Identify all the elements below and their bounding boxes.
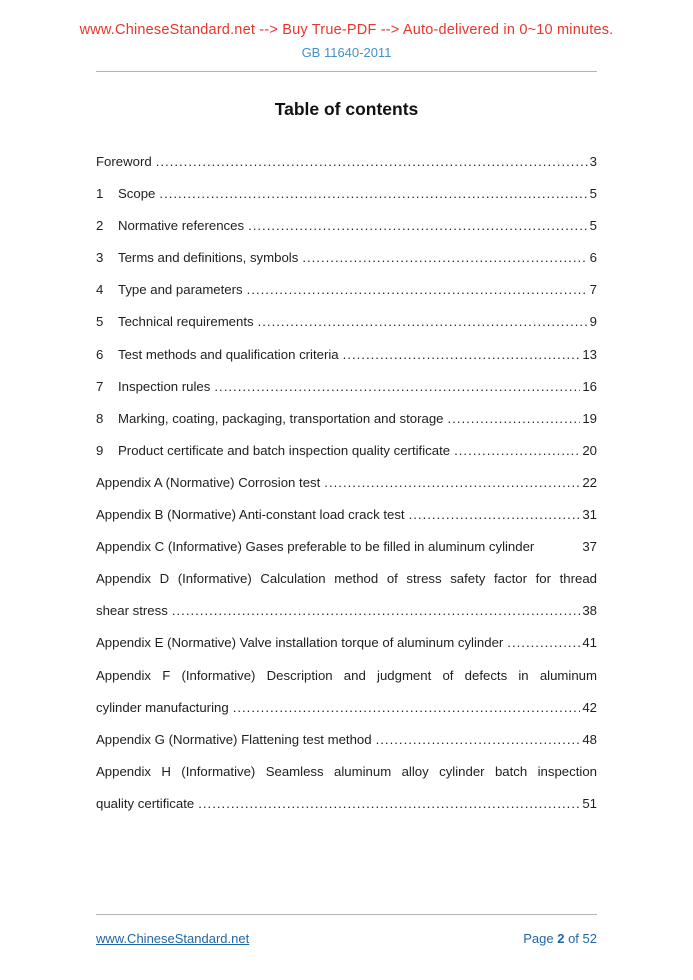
toc-entry-title: Appendix F (Informative) Description and judgment of defects in aluminum (96, 667, 597, 683)
toc-entry-number: 9 (96, 442, 104, 458)
toc-dot-leader (324, 467, 580, 499)
toc-entry-line (96, 371, 597, 403)
toc-entry-line (96, 467, 597, 499)
toc-entry-title: Marking, coating, packaging, transportation and storage (118, 410, 444, 426)
toc-dot-leader (507, 627, 580, 659)
toc-page-number: 37 (582, 539, 597, 555)
toc-dot-leader (172, 595, 581, 627)
toc-entry-title: Product certificate and batch inspection quality certificate (118, 442, 451, 458)
toc-page-number: 19 (582, 410, 597, 426)
toc-entry-title: Appendix A (Normative) Corrosion test (96, 474, 321, 490)
toc-entry-line (96, 756, 597, 788)
toc-entry-title: Appendix E (Normative) Valve installation torque of aluminum cylinder (96, 635, 504, 651)
header-divider (96, 71, 597, 72)
toc-page-number: 41 (582, 635, 597, 651)
toc-page-number: 9 (589, 314, 597, 330)
footer-link[interactable]: www.ChineseStandard.net (96, 931, 250, 946)
header-banner-link[interactable]: www.ChineseStandard.net --> Buy True-PDF --> Auto-delivered in 0~10 minutes. (79, 22, 614, 38)
toc-entry-line (96, 306, 597, 338)
standard-code: GB 11640-2011 (301, 45, 392, 60)
toc-entry-line (96, 499, 597, 531)
page-title: Table of contents (274, 99, 419, 119)
toc-page-number: 3 (589, 154, 597, 169)
toc-entry-title: quality certificate (96, 795, 195, 811)
toc-entry-title: Appendix B (Normative) Anti-constant load crack test (96, 507, 405, 523)
toc-entry-line (96, 531, 597, 563)
toc-entry-title: Type and parameters (118, 282, 243, 298)
toc-page-number: 31 (582, 507, 597, 523)
toc-entry-number: 6 (96, 346, 104, 362)
toc-entry-title: cylinder manufacturing (96, 699, 229, 715)
toc-entry-line (96, 788, 597, 820)
toc-dot-leader (302, 242, 587, 274)
toc-page-number: 6 (589, 250, 597, 266)
toc-entry-title: Test methods and qualification criteria (118, 346, 339, 362)
toc-page-number: 38 (582, 603, 597, 619)
toc-entry-line (96, 595, 597, 627)
toc-entry-title: Terms and definitions, symbols (118, 250, 299, 266)
page-footer (96, 914, 597, 946)
toc-entry-number: 2 (96, 218, 104, 234)
toc-page-number: 51 (582, 795, 597, 811)
toc-page-number: 5 (589, 186, 597, 202)
toc-dot-leader (233, 692, 581, 724)
toc-entry-number: 1 (96, 186, 104, 202)
toc-dot-leader (258, 306, 588, 338)
toc-list (96, 146, 597, 820)
toc-dot-leader (409, 499, 581, 531)
footer-divider (96, 914, 597, 915)
toc-entry-line (96, 210, 597, 242)
toc-entry-number: 8 (96, 410, 104, 426)
toc-entry-title: Inspection rules (118, 378, 211, 394)
toc-page-number: 48 (582, 731, 597, 747)
page-indicator (523, 931, 597, 946)
toc-page-number: 22 (582, 474, 597, 490)
toc-entry-number: 7 (96, 378, 104, 394)
toc-entry-line (96, 627, 597, 659)
toc-entry-title: Appendix D (Informative) Calculation method of stress safety factor for thread (96, 571, 597, 587)
toc-entry-number: 3 (96, 250, 104, 266)
toc-dot-leader (247, 274, 588, 306)
toc-entry-title: Foreword (96, 154, 152, 169)
toc-entry-line (96, 660, 597, 692)
toc-entry-line (96, 563, 597, 595)
toc-entry-line (96, 339, 597, 371)
toc-dot-leader (198, 788, 580, 820)
toc-page-number: 20 (582, 442, 597, 458)
toc-entry-number: 5 (96, 314, 104, 330)
page-indicator-suffix: of 52 (568, 931, 597, 946)
toc-page-number: 42 (582, 699, 597, 715)
toc-dot-leader (343, 339, 581, 371)
toc-dot-leader (448, 403, 581, 435)
toc-entry-title: Normative references (118, 218, 245, 234)
toc-page-number: 13 (582, 346, 597, 362)
toc-dot-leader (376, 724, 581, 756)
toc-entry-line (96, 403, 597, 435)
toc-dot-leader (156, 146, 588, 178)
toc-entry-title: Appendix H (Informative) Seamless aluminum alloy cylinder batch inspection (96, 763, 597, 779)
toc-entry-line (96, 242, 597, 274)
toc-page-number: 7 (589, 282, 597, 298)
page-indicator-number: 2 (557, 931, 565, 946)
toc-entry-title: Technical requirements (118, 314, 254, 330)
page-indicator-prefix: Page (523, 931, 554, 946)
toc-entry-line (96, 435, 597, 467)
toc-entry-line (96, 274, 597, 306)
toc-entry-number: 4 (96, 282, 104, 298)
toc-entry-title: Appendix C (Informative) Gases preferable to be filled in aluminum cylinder (96, 539, 535, 555)
toc-dot-leader (159, 178, 587, 210)
toc-entry-line (96, 146, 597, 178)
toc-entry-title: shear stress (96, 603, 168, 619)
toc-page-number: 5 (589, 218, 597, 234)
toc-entry-line (96, 692, 597, 724)
toc-dot-leader (454, 435, 580, 467)
toc-entry-title: Appendix G (Normative) Flattening test method (96, 731, 372, 747)
toc-page-number: 16 (582, 378, 597, 394)
toc-entry-line (96, 724, 597, 756)
toc-dot-leader (214, 371, 580, 403)
toc-entry-line (96, 178, 597, 210)
toc-entry-title: Scope (118, 186, 156, 202)
toc-dot-leader (248, 210, 588, 242)
